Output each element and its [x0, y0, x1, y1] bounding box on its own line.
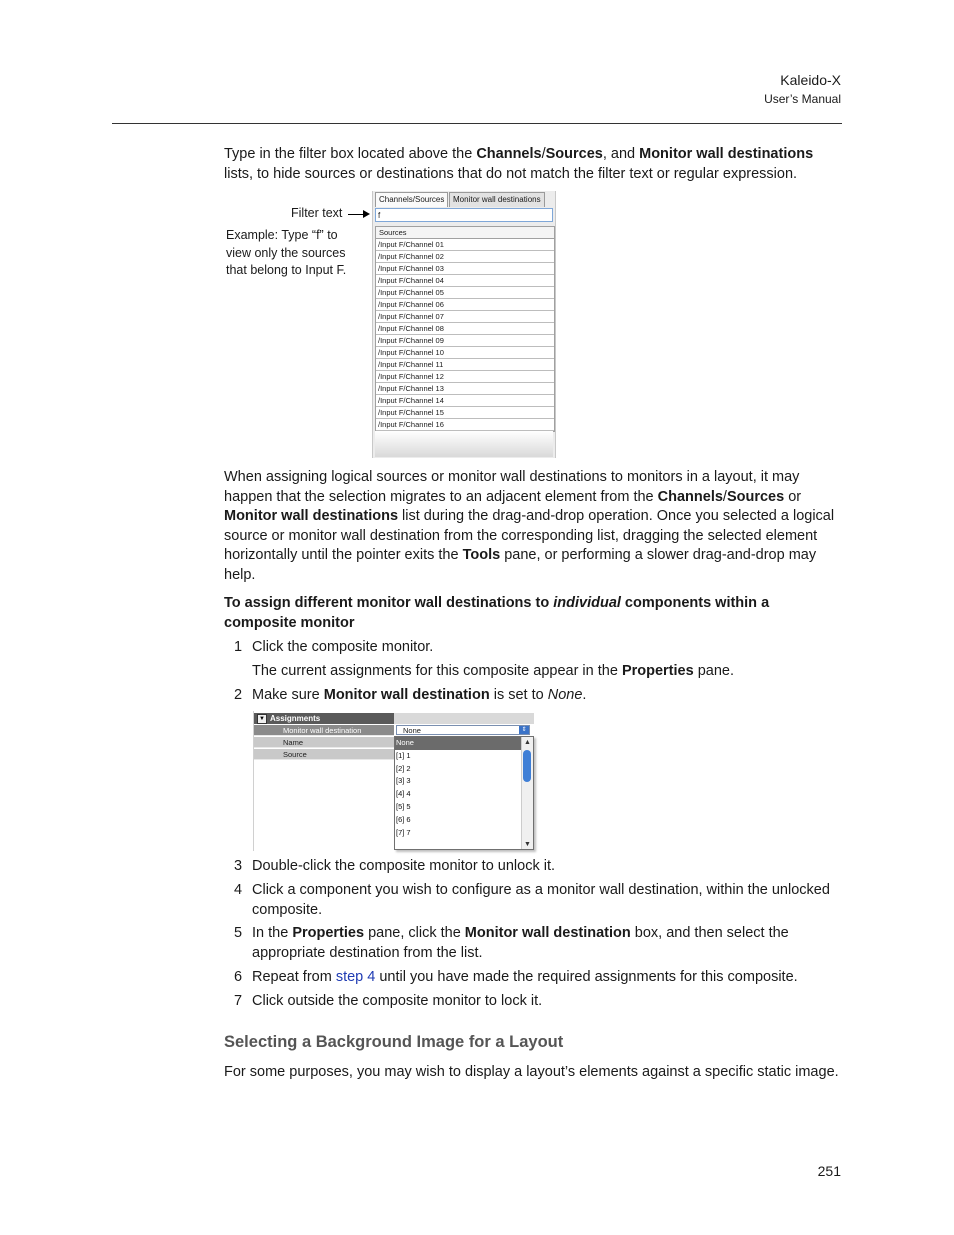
section-heading: Selecting a Background Image for a Layout — [224, 1033, 564, 1051]
tab-monitor-wall-destinations[interactable]: Monitor wall destinations — [449, 192, 545, 207]
collapse-toggle-icon[interactable]: ▼ — [257, 714, 267, 724]
options-scrollbar[interactable] — [521, 737, 533, 849]
assignments-header-value — [394, 713, 534, 724]
source-item[interactable]: /Input F/Channel 08 — [376, 323, 554, 335]
source-item[interactable]: /Input F/Channel 07 — [376, 311, 554, 323]
source-item[interactable]: /Input F/Channel 06 — [376, 299, 554, 311]
properties-panel-screenshot — [253, 711, 540, 851]
filter-input[interactable]: f — [375, 208, 553, 222]
document-title: Kaleido-X — [780, 72, 841, 88]
destination-option[interactable]: [7] 7 — [396, 827, 411, 837]
step-4-link[interactable]: step 4 — [335, 969, 376, 985]
source-item[interactable]: /Input F/Channel 01 — [376, 239, 554, 251]
source-item[interactable]: /Input F/Channel 12 — [376, 371, 554, 383]
scroll-down-icon[interactable]: ▼ — [524, 841, 531, 848]
dropdown-arrow-icon[interactable]: ⇕ — [519, 726, 529, 734]
source-item[interactable]: /Input F/Channel 11 — [376, 359, 554, 371]
list-bottom-fade — [375, 431, 553, 457]
source-item[interactable]: /Input F/Channel 16 — [376, 419, 554, 431]
drag-drop-paragraph: When assigning logical sources or monitor wall destinations to monitors in a layout, it may happen that the selection migrates to an adjacent element from the Channels/Sources or Monitor wall destinations list during the drag-and-drop operation. Once you selected a logical source or monitor wall destination from the corresponding list, dragging the selected element horizontally until the pointer exits the Tools pane, or performing a slower drag-and-drop may help. — [224, 469, 835, 583]
property-source[interactable]: Source — [254, 749, 394, 760]
callout-arrow-head — [363, 210, 370, 218]
source-item[interactable]: /Input F/Channel 14 — [376, 395, 554, 407]
source-item[interactable]: /Input F/Channel 04 — [376, 275, 554, 287]
property-name[interactable]: Name — [254, 737, 394, 748]
source-item[interactable]: /Input F/Channel 13 — [376, 383, 554, 395]
section-body: For some purposes, you may wish to display a layout’s elements against a specific static image. — [224, 1064, 839, 1080]
procedure-heading: To assign different monitor wall destinations to individual components within a composite monitor — [224, 595, 770, 631]
destination-option[interactable]: [3] 3 — [396, 776, 411, 786]
scroll-thumb[interactable] — [523, 750, 531, 782]
assignments-section-header[interactable]: ▼ Assignments — [254, 713, 394, 724]
header-divider — [112, 123, 842, 124]
intro-paragraph: Type in the filter box located above the Channels/Sources, and Monitor wall destinations lists, to hide sources or destinations that do not match the filter text or regular expression. — [224, 146, 814, 182]
source-item[interactable]: /Input F/Channel 09 — [376, 335, 554, 347]
destination-option[interactable]: None — [395, 737, 533, 750]
tab-channels-sources[interactable]: Channels/Sources — [375, 192, 448, 207]
sources-list — [375, 226, 555, 432]
sources-list-header[interactable]: Sources — [376, 227, 554, 239]
filter-text-callout: Filter text — [291, 206, 343, 220]
destination-option[interactable]: [2] 2 — [396, 763, 411, 773]
destination-option[interactable]: [1] 1 — [396, 750, 411, 760]
page-number: 251 — [817, 1163, 841, 1179]
source-item[interactable]: /Input F/Channel 03 — [376, 263, 554, 275]
source-item[interactable]: /Input F/Channel 05 — [376, 287, 554, 299]
monitor-wall-destination-dropdown[interactable]: None ⇕ — [396, 725, 530, 735]
scroll-up-icon[interactable]: ▲ — [524, 739, 531, 746]
source-item[interactable]: /Input F/Channel 10 — [376, 347, 554, 359]
document-subtitle: User’s Manual — [764, 92, 841, 106]
sources-panel-screenshot — [372, 191, 556, 458]
destination-option[interactable]: [6] 6 — [396, 814, 411, 824]
source-item[interactable]: /Input F/Channel 02 — [376, 251, 554, 263]
example-callout: Example: Type “f” to view only the sources that belong to Input F. — [226, 228, 347, 277]
destination-option[interactable]: [4] 4 — [396, 789, 411, 799]
destination-option[interactable]: [5] 5 — [396, 801, 411, 811]
destination-options-list — [394, 736, 534, 850]
property-monitor-wall-destination[interactable]: Monitor wall destination — [254, 725, 394, 736]
source-item[interactable]: /Input F/Channel 15 — [376, 407, 554, 419]
